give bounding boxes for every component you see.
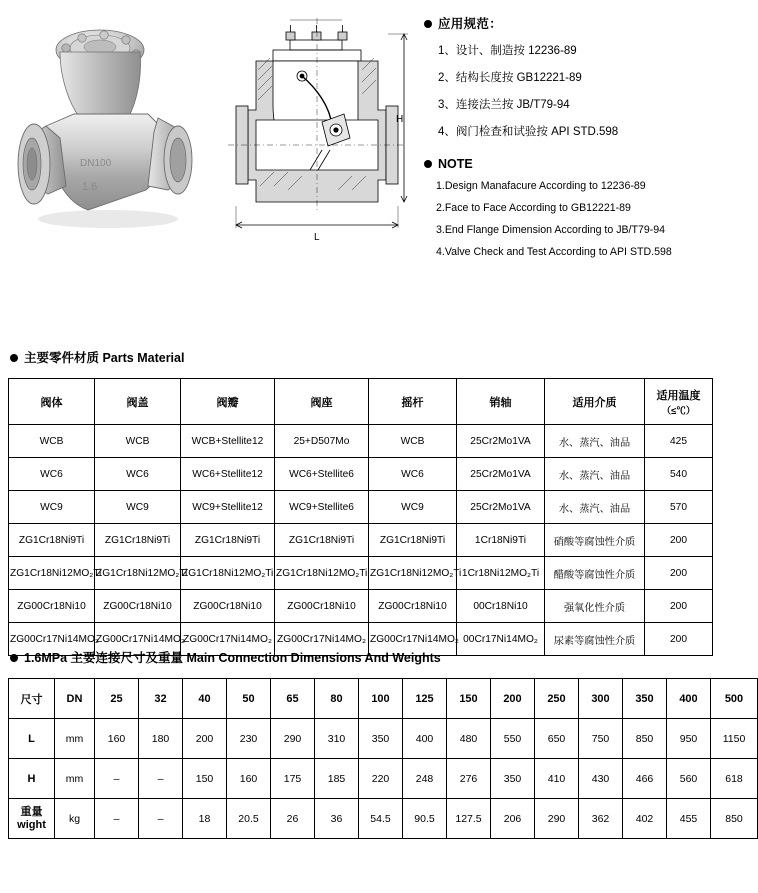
cell-value: 950: [667, 719, 711, 759]
cell-disc: ZG1Cr18Ni9Ti: [181, 524, 275, 557]
cell-value: 480: [447, 719, 491, 759]
parts-material-title-wrap: [0, 348, 184, 366]
note-heading: [424, 157, 714, 171]
col-header-temperature: [645, 379, 713, 425]
col-header-temperature-main: 适用温度: [656, 389, 701, 402]
row-label-l: L: [9, 719, 55, 759]
cell-seat: ZG1Cr18Ni12MO₂Ti: [275, 557, 369, 590]
cell-disc: WC6+Stellite12: [181, 458, 275, 491]
cell-value: 220: [359, 759, 403, 799]
cell-value: 400: [403, 719, 447, 759]
cell-value: 550: [491, 719, 535, 759]
col-header-body: 阀体: [9, 379, 95, 425]
cell-bonnet: WCB: [95, 425, 181, 458]
table-row: [9, 524, 713, 557]
row-label-weight-cn: 重量: [20, 805, 43, 818]
col-header-dn-value: 40: [183, 679, 227, 719]
drawing-svg: [218, 10, 413, 250]
cell-value: –: [95, 799, 139, 839]
cell-value: –: [139, 799, 183, 839]
col-header-dn-value: 200: [491, 679, 535, 719]
row-label-h: H: [9, 759, 55, 799]
cell-temperature: 200: [645, 590, 713, 623]
note-heading-text: NOTE: [438, 157, 473, 171]
col-header-dn: DN: [55, 679, 95, 719]
table-row: [9, 590, 713, 623]
cell-rocker: ZG00Cr17Ni14MO₂: [369, 623, 457, 656]
cell-medium: 硝酸等腐蚀性介质: [545, 524, 645, 557]
col-header-dn-value: 50: [227, 679, 271, 719]
cell-value: 850: [623, 719, 667, 759]
cell-value: 160: [95, 719, 139, 759]
cell-temperature: 200: [645, 557, 713, 590]
bullet-dot-icon: [10, 354, 18, 362]
cell-bonnet: ZG00Cr17Ni14MO₂: [95, 623, 181, 656]
cell-body: ZG1Cr18Ni12MO₂Ti: [9, 557, 95, 590]
spec-item: 3、连接法兰按 JB/T79-94: [438, 99, 570, 111]
cell-medium: 醋酸等腐蚀性介质: [545, 557, 645, 590]
cell-value: 180: [139, 719, 183, 759]
cell-value: 185: [315, 759, 359, 799]
cell-disc: WC9+Stellite12: [181, 491, 275, 524]
cell-pin: 1Cr18Ni9Ti: [457, 524, 545, 557]
bullet-dot-icon: [424, 20, 432, 28]
cell-bonnet: WC6: [95, 458, 181, 491]
table-header-row: [9, 379, 713, 425]
cell-medium: 尿素等腐蚀性介质: [545, 623, 645, 656]
row-unit: mm: [55, 759, 95, 799]
col-header-disc: 阀瓣: [181, 379, 275, 425]
cell-disc: ZG1Cr18Ni12MO₂Ti: [181, 557, 275, 590]
cell-value: 750: [579, 719, 623, 759]
col-header-bonnet: 阀盖: [95, 379, 181, 425]
cell-value: 230: [227, 719, 271, 759]
cell-temperature: 540: [645, 458, 713, 491]
cell-value: 290: [271, 719, 315, 759]
table-row: [9, 557, 713, 590]
cell-bonnet: WC9: [95, 491, 181, 524]
spec-heading-text: 应用规范：: [438, 17, 503, 31]
cell-seat: ZG00Cr18Ni10: [275, 590, 369, 623]
bullet-dot-icon: [424, 160, 432, 168]
cell-rocker: ZG1Cr18Ni9Ti: [369, 524, 457, 557]
dimensions-title: [10, 648, 441, 666]
col-header-dn-value: 250: [535, 679, 579, 719]
cell-temperature: 425: [645, 425, 713, 458]
cell-value: –: [95, 759, 139, 799]
note-item: 2.Face to Face According to GB12221-89: [436, 202, 631, 214]
specifications-block: [424, 14, 714, 268]
col-header-pin: 销轴: [457, 379, 545, 425]
cell-bonnet: ZG1Cr18Ni9Ti: [95, 524, 181, 557]
cell-seat: WC9+Stellite6: [275, 491, 369, 524]
valve-photo-svg: [8, 14, 213, 239]
dimensions-title-text: 1.6MPa 主要连接尺寸及重量 Main Connection Dimensions And Weights: [24, 651, 441, 665]
col-header-dn-value: 150: [447, 679, 491, 719]
cell-value: 200: [183, 719, 227, 759]
row-label-weight: [9, 799, 55, 839]
cell-value: 18: [183, 799, 227, 839]
cell-value: 650: [535, 719, 579, 759]
cell-medium: 水、蒸汽、油品: [545, 458, 645, 491]
cell-value: 276: [447, 759, 491, 799]
col-header-seat: 阀座: [275, 379, 369, 425]
cell-disc: ZG00Cr18Ni10: [181, 590, 275, 623]
col-header-rocker: 摇杆: [369, 379, 457, 425]
cell-value: 410: [535, 759, 579, 799]
dimension-label-h: H: [396, 114, 404, 125]
cell-pin: 00Cr18Ni10: [457, 590, 545, 623]
spec-heading: [424, 14, 714, 32]
cell-pin: 25Cr2Mo1VA: [457, 458, 545, 491]
cell-value: 290: [535, 799, 579, 839]
cell-body: ZG00Cr18Ni10: [9, 590, 95, 623]
col-header-dn-value: 80: [315, 679, 359, 719]
row-unit: kg: [55, 799, 95, 839]
cell-seat: ZG1Cr18Ni9Ti: [275, 524, 369, 557]
cell-medium: 强氧化性介质: [545, 590, 645, 623]
cell-value: 402: [623, 799, 667, 839]
cell-value: 618: [711, 759, 758, 799]
parts-material-title-text: 主要零件材质 Parts Material: [24, 351, 185, 365]
note-item: 3.End Flange Dimension According to JB/T79-94: [436, 224, 666, 236]
cell-medium: 水、蒸汽、油品: [545, 491, 645, 524]
note-list: [424, 180, 714, 258]
cell-value: 248: [403, 759, 447, 799]
table-row: [9, 425, 713, 458]
col-header-dn-value: 100: [359, 679, 403, 719]
photo-pressure-text: 1.6: [82, 181, 98, 193]
col-header-dn-value: 400: [667, 679, 711, 719]
row-unit: mm: [55, 719, 95, 759]
parts-material-table: [8, 378, 713, 656]
dimensions-title-wrap: [0, 648, 441, 666]
cell-bonnet: ZG1Cr18Ni12MO₂Ti: [95, 557, 181, 590]
cell-value: 466: [623, 759, 667, 799]
cell-rocker: ZG00Cr18Ni10: [369, 590, 457, 623]
cell-pin: 25Cr2Mo1VA: [457, 491, 545, 524]
cell-value: 127.5: [447, 799, 491, 839]
cell-seat: ZG00Cr17Ni14MO₂: [275, 623, 369, 656]
col-header-dn-value: 25: [95, 679, 139, 719]
col-header-dn-value: 32: [139, 679, 183, 719]
cell-value: 560: [667, 759, 711, 799]
col-header-dn-value: 500: [711, 679, 758, 719]
table-row: [9, 759, 758, 799]
cell-body: WCB: [9, 425, 95, 458]
cell-rocker: WC6: [369, 458, 457, 491]
cell-pin: 25Cr2Mo1VA: [457, 425, 545, 458]
table-header-row: [9, 679, 758, 719]
row-label-weight-en: wight: [17, 818, 46, 831]
note-item: 4.Valve Check and Test According to API STD.598: [436, 246, 672, 258]
spec-item: 2、结构长度按 GB12221-89: [438, 72, 582, 84]
col-header-medium: 适用介质: [545, 379, 645, 425]
spec-item: 1、设计、制造按 12236-89: [438, 45, 577, 57]
cell-pin: 1Cr18Ni12MO₂Ti: [457, 557, 545, 590]
cell-value: –: [139, 759, 183, 799]
table-row: [9, 491, 713, 524]
cell-value: 26: [271, 799, 315, 839]
dimension-label-l: L: [314, 232, 320, 243]
cell-body: WC6: [9, 458, 95, 491]
cell-temperature: 200: [645, 524, 713, 557]
cell-value: 310: [315, 719, 359, 759]
cell-value: 54.5: [359, 799, 403, 839]
cell-value: 350: [491, 759, 535, 799]
note-item: 1.Design Manafacure According to 12236-89: [436, 180, 646, 192]
cell-disc: ZG00Cr17Ni14MO₂: [181, 623, 275, 656]
cell-body: WC9: [9, 491, 95, 524]
cell-value: 350: [359, 719, 403, 759]
cell-value: 90.5: [403, 799, 447, 839]
cell-value: 430: [579, 759, 623, 799]
table-row: [9, 799, 758, 839]
col-header-dn-value: 300: [579, 679, 623, 719]
cell-seat: 25+D507Mo: [275, 425, 369, 458]
spec-list: [424, 42, 714, 139]
valve-photo: [8, 14, 213, 239]
cell-medium: 水、蒸汽、油品: [545, 425, 645, 458]
cell-seat: WC6+Stellite6: [275, 458, 369, 491]
cell-value: 20.5: [227, 799, 271, 839]
cell-pin: 00Cr17Ni14MO₂: [457, 623, 545, 656]
col-header-temperature-sub: （≤℃）: [661, 405, 696, 417]
col-header-dn-value: 350: [623, 679, 667, 719]
cell-rocker: ZG1Cr18Ni12MO₂Ti: [369, 557, 457, 590]
cell-value: 150: [183, 759, 227, 799]
cell-disc: WCB+Stellite12: [181, 425, 275, 458]
bullet-dot-icon: [10, 654, 18, 662]
cell-temperature: 200: [645, 623, 713, 656]
photo-brand-text: DN100: [80, 158, 112, 169]
cell-value: 206: [491, 799, 535, 839]
cell-body: ZG00Cr17Ni14MO₂: [9, 623, 95, 656]
cell-value: 1150: [711, 719, 758, 759]
col-header-dn-value: 65: [271, 679, 315, 719]
table-row: [9, 458, 713, 491]
col-header-size: 尺寸: [9, 679, 55, 719]
cell-value: 455: [667, 799, 711, 839]
cell-value: 36: [315, 799, 359, 839]
cell-value: 362: [579, 799, 623, 839]
top-section: [0, 0, 720, 270]
cell-value: 160: [227, 759, 271, 799]
valve-cross-section-drawing: [218, 10, 413, 250]
spec-item: 4、阀门检查和试验按 API STD.598: [438, 126, 619, 138]
table-row: [9, 719, 758, 759]
cell-value: 175: [271, 759, 315, 799]
dimensions-weights-table: [8, 678, 758, 839]
cell-temperature: 570: [645, 491, 713, 524]
cell-body: ZG1Cr18Ni9Ti: [9, 524, 95, 557]
col-header-dn-value: 125: [403, 679, 447, 719]
cell-bonnet: ZG00Cr18Ni10: [95, 590, 181, 623]
cell-rocker: WC9: [369, 491, 457, 524]
parts-material-title: [10, 348, 184, 366]
cell-rocker: WCB: [369, 425, 457, 458]
cell-value: 850: [711, 799, 758, 839]
